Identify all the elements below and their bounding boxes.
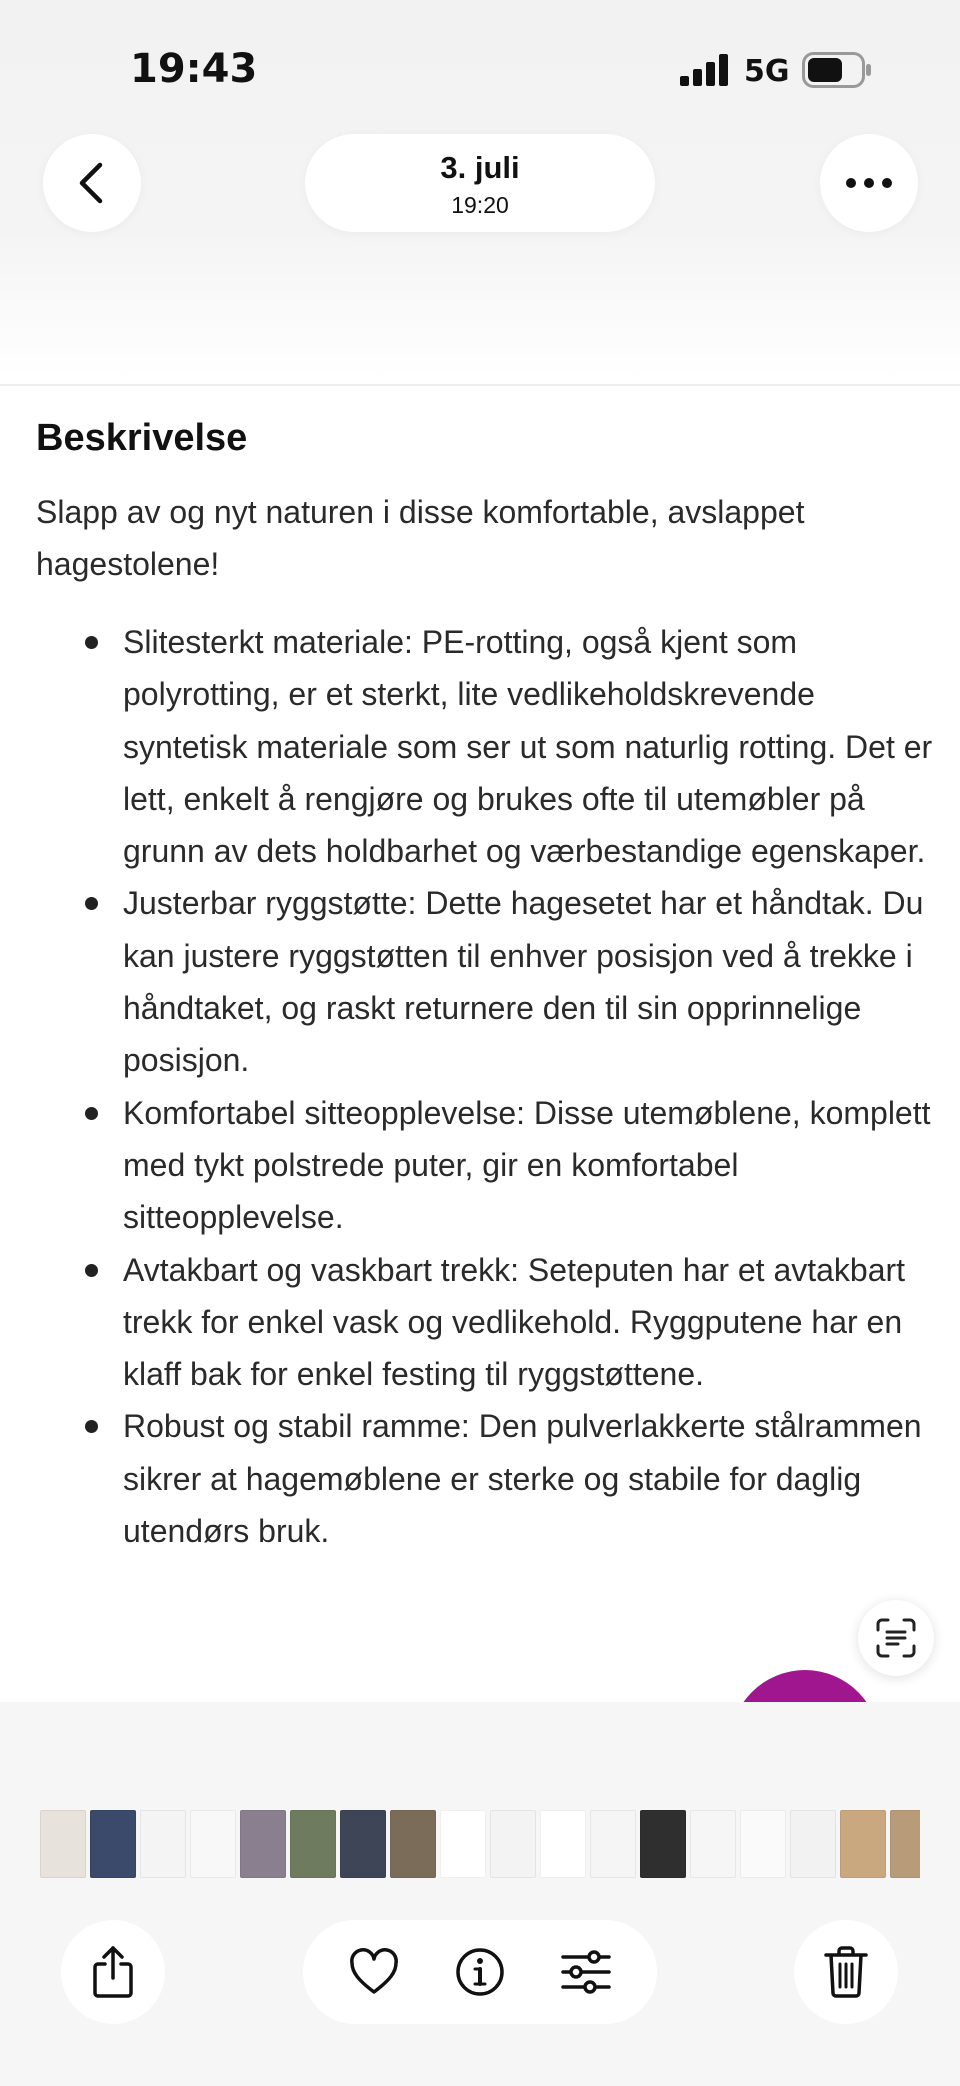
thumbnail[interactable] [90,1810,136,1878]
thumbnail-strip[interactable] [40,1810,920,1878]
ellipsis-icon [844,176,894,190]
section-title: Beskrivelse [36,417,248,459]
photo-time: 19:20 [451,192,509,218]
status-bar [0,0,960,130]
thumbnail[interactable] [190,1810,236,1878]
content-divider [0,384,960,386]
feature-item: Avtakbart og vaskbart trekk: Seteputen har et avtakbart trekk for enkel vask og vedlikehold. Ryggputene har en klaff bak for enkel festing til ryggstøttene. [123,1244,936,1401]
feature-item: Komfortabel sitteopplevelse: Disse utemøblene, komplett med tykt polstrede puter, gir en komfortabel sitteopplevelse. [123,1087,936,1244]
battery-icon [802,52,872,88]
thumbnail[interactable] [840,1810,886,1878]
thumbnail[interactable] [290,1810,336,1878]
bottom-toolbar-area [0,1702,960,2086]
thumbnail[interactable] [340,1810,386,1878]
live-text-icon [874,1616,918,1660]
trash-icon [823,1945,869,1999]
back-button[interactable] [43,134,141,232]
delete-button[interactable] [794,1920,898,2024]
floating-action-button[interactable] [730,1670,880,1702]
thumbnail[interactable] [890,1810,920,1878]
more-options-button[interactable] [820,134,918,232]
thumbnail[interactable] [590,1810,636,1878]
heart-icon [348,1948,400,1996]
thumbnail[interactable] [790,1810,836,1878]
sliders-icon [560,1949,612,1995]
network-type-label: 5G [744,54,790,89]
favorite-button[interactable] [334,1932,414,2012]
description-section [36,396,936,1557]
thumbnail[interactable] [140,1810,186,1878]
thumbnail[interactable] [440,1810,486,1878]
feature-item: Slitesterkt materiale: PE-rotting, også kjent som polyrotting, er et sterkt, lite vedlikeholdskrevende syntetisk materiale som ser ut som naturlig rotting. Det er lett, enkelt å rengjøre og brukes ofte til utemøbler på grunn av dets holdbarhet og værbestandige egenskaper. [123,616,936,877]
info-button[interactable] [440,1932,520,2012]
thumbnail[interactable] [540,1810,586,1878]
cellular-signal-icon [680,54,730,86]
status-time: 19:43 [130,46,258,92]
info-icon [454,1946,506,1998]
thumbnail[interactable] [40,1810,86,1878]
thumbnail[interactable] [640,1810,686,1878]
feature-item: Robust og stabil ramme: Den pulverlakkerte stålrammen sikrer at hagemøblene er sterke og stabile for daglig utendørs bruk. [123,1400,936,1557]
thumbnail[interactable] [690,1810,736,1878]
date-header [305,134,655,232]
purple-fab-circle [730,1670,880,1702]
thumbnail[interactable] [390,1810,436,1878]
thumbnail[interactable] [240,1810,286,1878]
live-text-button[interactable] [858,1600,934,1676]
share-icon [88,1944,138,2000]
photo-date: 3. juli [440,150,520,185]
feature-list [36,616,936,1557]
thumbnail[interactable] [740,1810,786,1878]
intro-text: Slapp av og nyt naturen i disse komfortable, avslappet hagestolene! [36,494,805,582]
thumbnail[interactable] [490,1810,536,1878]
chevron-left-icon [72,159,112,207]
adjust-button[interactable] [546,1932,626,2012]
feature-item: Justerbar ryggstøtte: Dette hagesetet har et håndtak. Du kan justere ryggstøtten til enhver posisjon ved å trekke i håndtaket, og raskt returnere den til sin opprinnelige posisjon. [123,877,936,1086]
share-button[interactable] [61,1920,165,2024]
action-toolbar [303,1920,657,2024]
